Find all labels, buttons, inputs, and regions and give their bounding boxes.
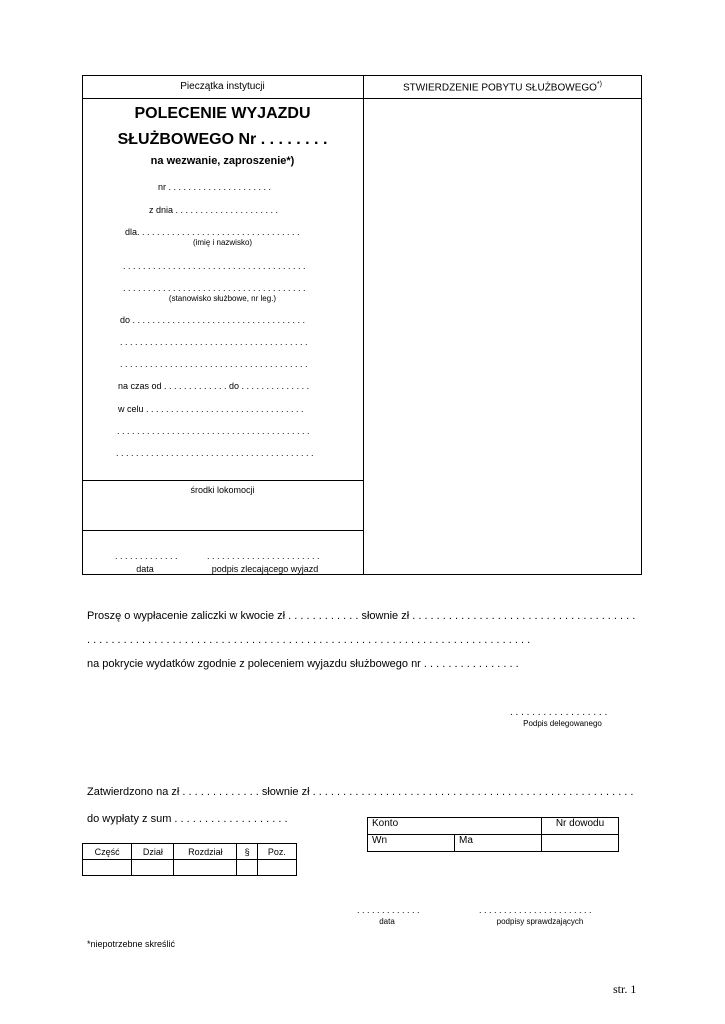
position-field[interactable]: . . . . . . . . . . . . . . . . . . . . . . . . . . . . . . . . . . . . .: [123, 283, 306, 293]
check-date-field[interactable]: . . . . . . . . . . . . .: [357, 905, 420, 915]
footnote: *niepotrzebne skreślić: [87, 939, 176, 949]
delegate-signature-field[interactable]: . . . . . . . . . . . . . . . . . .: [510, 707, 608, 718]
blank-line[interactable]: . . . . . . . . . . . . . . . . . . . . . . . . . . . . . . . . . . . . . .: [120, 359, 308, 369]
budget-header-division: Dział: [132, 844, 174, 860]
name-caption: (imię i nazwisko): [192, 238, 253, 247]
delegate-signature-caption: Podpis delegowanego: [523, 719, 602, 728]
budget-header-paragraph: §: [237, 844, 257, 860]
blank-line[interactable]: . . . . . . . . . . . . . . . . . . . . . . . . . . . . . . . . . . . . . .: [120, 337, 308, 347]
order-title-line1: POLECENIE WYJAZDU: [134, 105, 311, 122]
debit-cell[interactable]: Wn: [368, 835, 455, 852]
advance-purpose-line[interactable]: na pokrycie wydatków zgodnie z poleceniem wyjazdu służbowego nr . . . . . . . . . . . . . . . .: [87, 658, 519, 670]
header-divider: [83, 98, 641, 99]
nr-field[interactable]: nr . . . . . . . . . . . . . . . . . . . . .: [158, 182, 272, 192]
voucher-cell[interactable]: [542, 835, 619, 852]
budget-cell[interactable]: [174, 860, 237, 876]
transport-divider: [83, 480, 363, 481]
approved-amount-line[interactable]: Zatwierdzono na zł . . . . . . . . . . . . . słownie zł . . . . . . . . . . . . . . . . . . . . . . . . . . . . . . . . . . . . . . . . . . . . . . . . . . . . .: [87, 786, 634, 798]
table-row: [83, 860, 297, 876]
stamp-label: Pieczątka instytucji: [180, 81, 265, 92]
account-table: [367, 817, 619, 852]
budget-cell[interactable]: [83, 860, 132, 876]
order-subtitle: na wezwanie, zaproszenie*): [150, 155, 295, 167]
advance-continuation-line[interactable]: . . . . . . . . . . . . . . . . . . . . . . . . . . . . . . . . . . . . . . . . . . . . . . . . . . . . . . . . . . . . . . . . . . . . . . . . .: [87, 634, 531, 646]
budget-header-position: Poz.: [257, 844, 296, 860]
name-field[interactable]: dla. . . . . . . . . . . . . . . . . . . . . . . . . . . . . . . . .: [125, 227, 300, 237]
purpose-field[interactable]: w celu . . . . . . . . . . . . . . . . . . . . . . . . . . . . . . . .: [118, 404, 304, 414]
blank-line[interactable]: . . . . . . . . . . . . . . . . . . . . . . . . . . . . . . . . . . . . . . .: [117, 426, 310, 436]
blank-line[interactable]: . . . . . . . . . . . . . . . . . . . . . . . . . . . . . . . . . . . . . . . .: [116, 448, 314, 458]
checkers-signature-field[interactable]: . . . . . . . . . . . . . . . . . . . . . . .: [479, 905, 592, 915]
voucher-header: Nr dowodu: [542, 818, 619, 835]
period-field[interactable]: na czas od . . . . . . . . . . . . . do . . . . . . . . . . . . . .: [118, 381, 310, 391]
budget-cell[interactable]: [132, 860, 174, 876]
table-row: [368, 818, 619, 835]
table-row: [368, 835, 619, 852]
advance-request-line[interactable]: Proszę o wypłacenie zaliczki w kwocie zł . . . . . . . . . . . . słownie zł . . . . . . . . . . . . . . . . . . . . . . . . . . . . . . . . . . . . .: [87, 610, 636, 622]
payout-line[interactable]: do wypłaty z sum . . . . . . . . . . . . . . . . . . .: [87, 813, 288, 825]
budget-header-part: Część: [83, 844, 132, 860]
blank-line[interactable]: . . . . . . . . . . . . . . . . . . . . . . . . . . . . . . . . . . . . .: [123, 261, 306, 271]
account-header: Konto: [368, 818, 542, 835]
column-divider: [363, 76, 364, 574]
signature-divider: [83, 530, 363, 531]
destination-field[interactable]: do . . . . . . . . . . . . . . . . . . . . . . . . . . . . . . . . . . .: [120, 315, 306, 325]
position-caption: (stanowisko służbowe, nr leg.): [168, 294, 277, 303]
transport-label: środki lokomocji: [190, 485, 255, 495]
checkers-signature-caption: podpisy sprawdzających: [496, 917, 584, 926]
page-number: str. 1: [613, 982, 637, 996]
credit-cell[interactable]: Ma: [455, 835, 542, 852]
budget-header-chapter: Rozdział: [174, 844, 237, 860]
travel-order-form: [82, 75, 642, 575]
order-date-field[interactable]: . . . . . . . . . . . . .: [115, 551, 178, 561]
date-field[interactable]: z dnia . . . . . . . . . . . . . . . . . . . . .: [149, 205, 279, 215]
order-signature-caption: podpis zlecającego wyjazd: [211, 564, 319, 574]
table-row: [83, 844, 297, 860]
confirmation-label: STWIERDZENIE POBYTU SŁUŻBOWEGO*): [403, 81, 602, 94]
budget-cell[interactable]: [237, 860, 257, 876]
budget-cell[interactable]: [257, 860, 296, 876]
order-title-line2: SŁUŻBOWEGO Nr . . . . . . . .: [117, 131, 328, 148]
order-date-caption: data: [136, 564, 154, 574]
order-signature-field[interactable]: . . . . . . . . . . . . . . . . . . . . . . .: [207, 551, 320, 561]
check-date-caption: data: [379, 917, 395, 926]
budget-classification-table: [82, 843, 297, 876]
